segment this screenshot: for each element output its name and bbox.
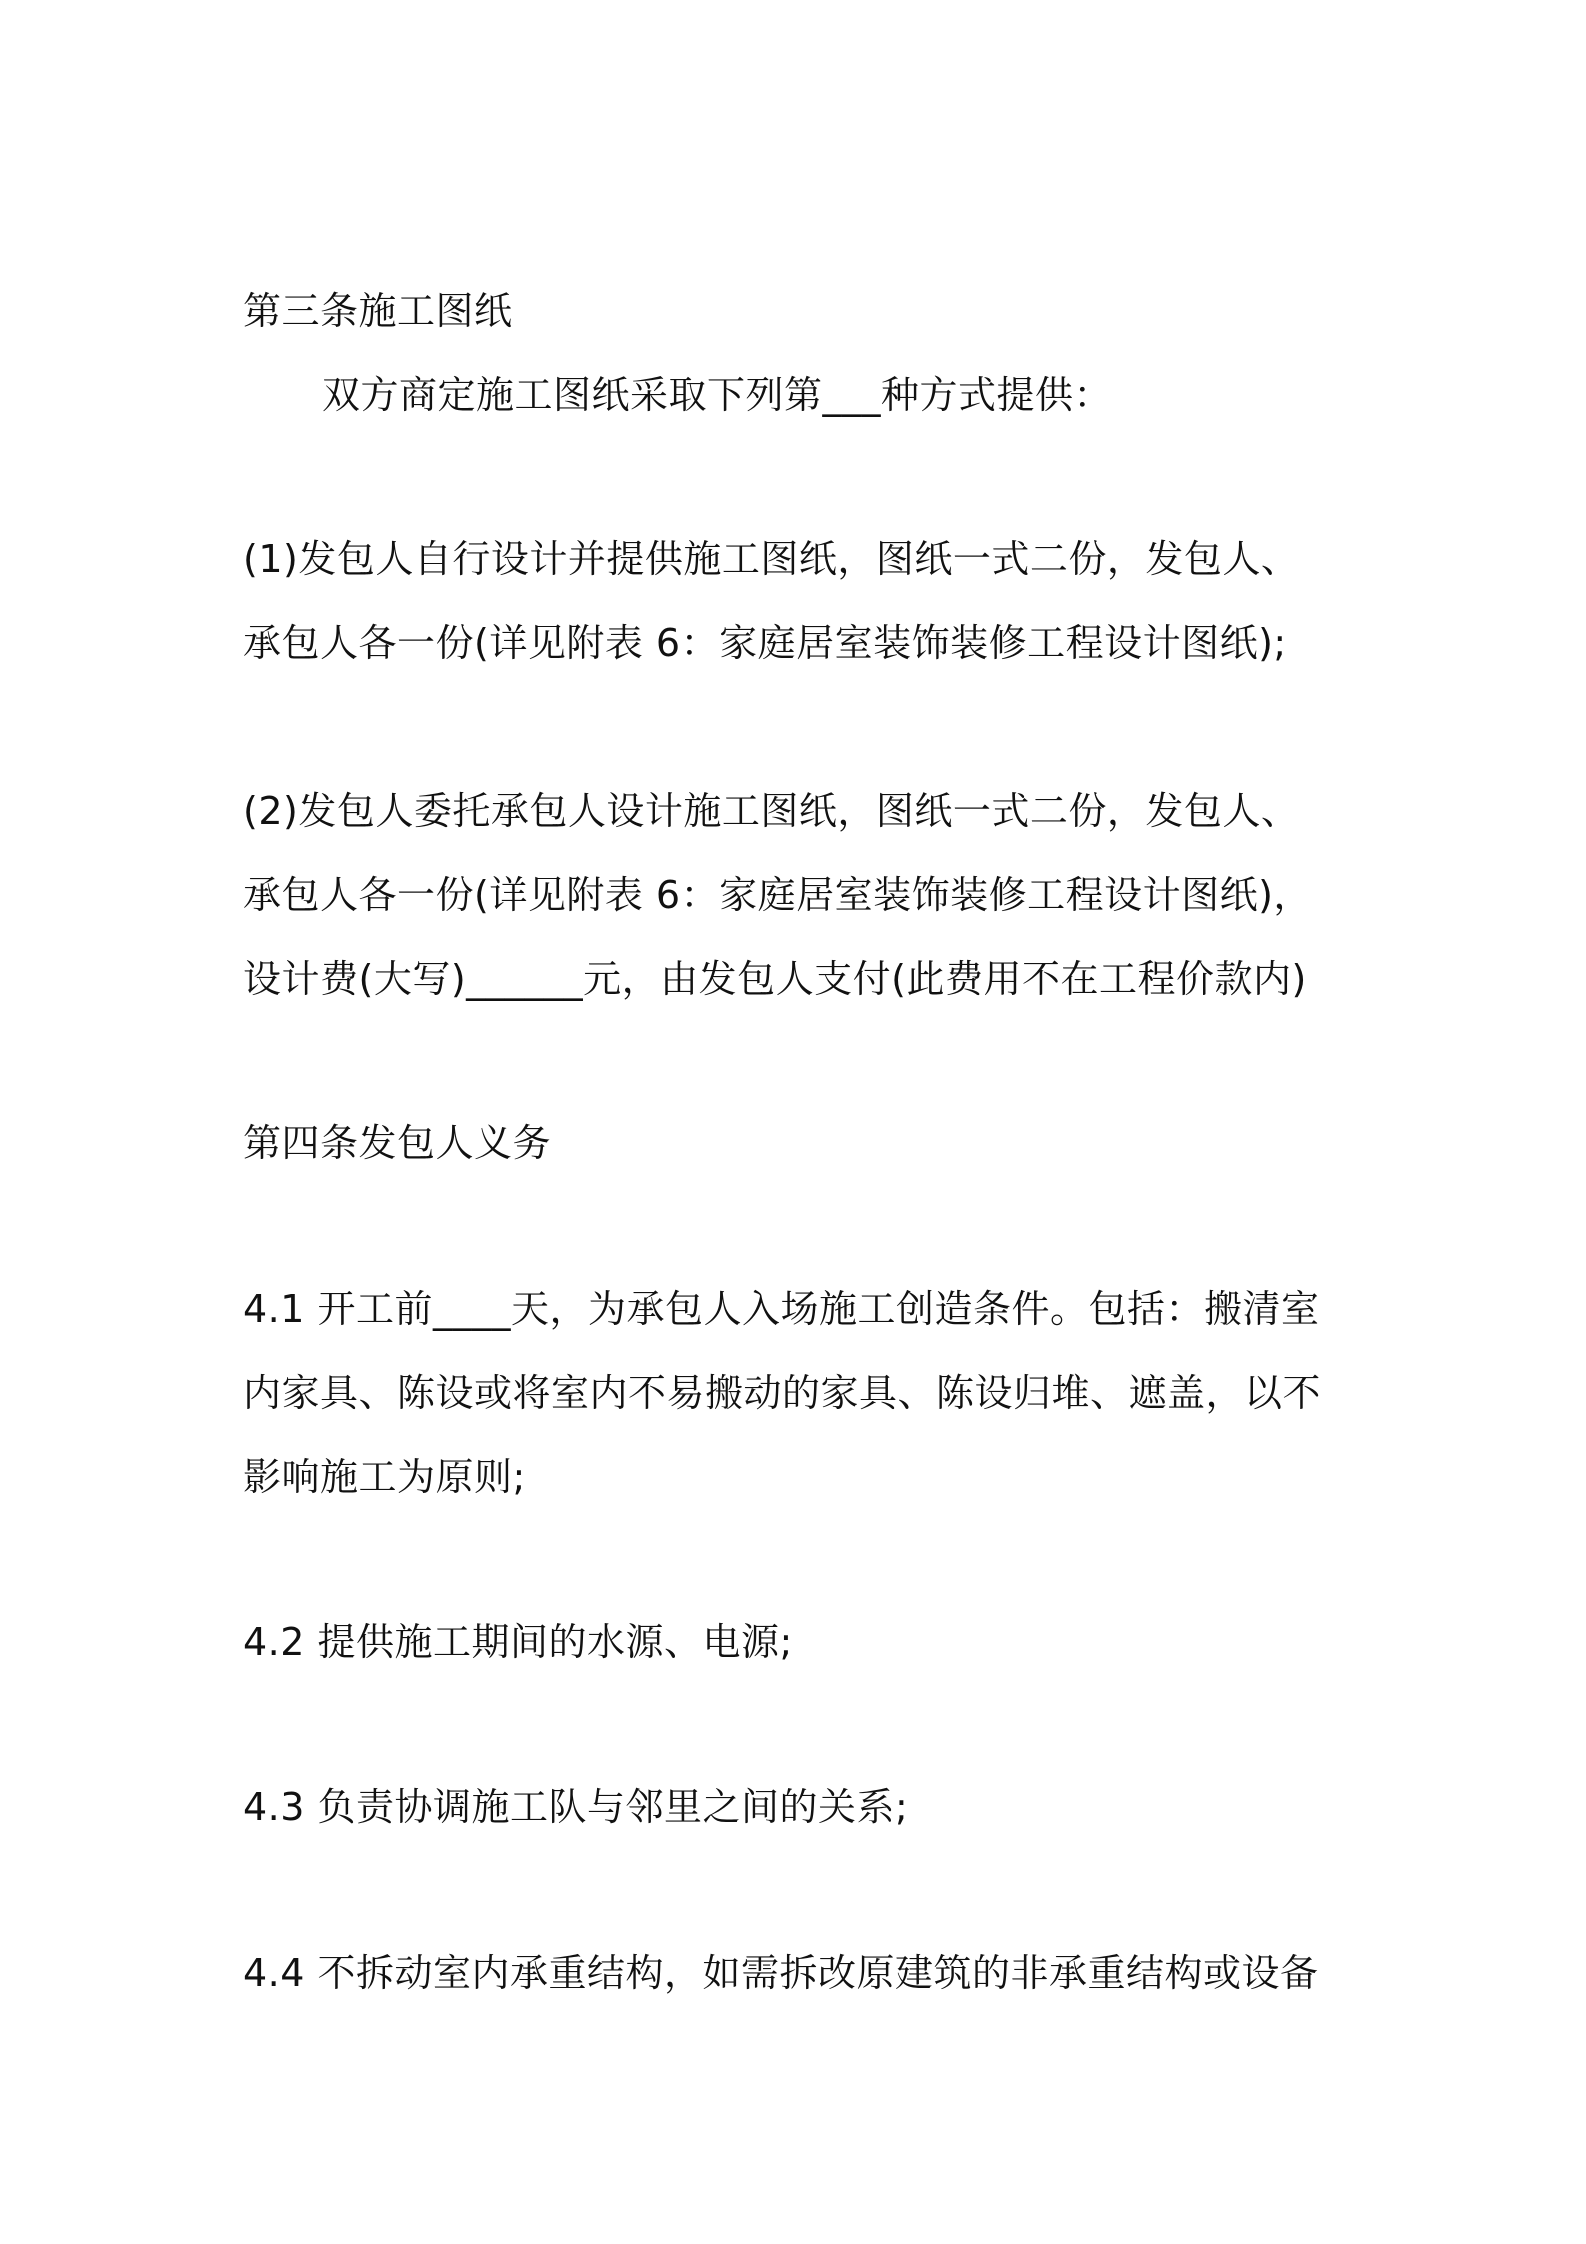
article-3-title: 第三条施工图纸: [243, 289, 513, 333]
item-4-2: 4.2 提供施工期间的水源、电源;: [243, 1620, 793, 1664]
item-4-3: 4.3 负责协调施工队与邻里之间的关系;: [243, 1785, 909, 1829]
option-2-line-1: (2)发包人委托承包人设计施工图纸，图纸一式二份，发包人、: [243, 789, 1300, 833]
article-4-title: 第四条发包人义务: [243, 1121, 552, 1165]
option-1-line-1: (1)发包人自行设计并提供施工图纸，图纸一式二份，发包人、: [243, 537, 1300, 581]
option-2-line-2: 承包人各一份(详见附表 6：家庭居室装饰装修工程设计图纸)，: [243, 873, 1312, 917]
option-1-line-2: 承包人各一份(详见附表 6：家庭居室装饰装修工程设计图纸);: [243, 621, 1287, 665]
item-4-4: 4.4 不拆动室内承重结构，如需拆改原建筑的非承重结构或设备: [243, 1951, 1319, 1995]
article-3-intro: 双方商定施工图纸采取下列第___种方式提供：: [322, 373, 1113, 417]
option-2-line-3: 设计费(大写)______元，由发包人支付(此费用不在工程价款内): [243, 957, 1307, 1001]
item-4-1-line-2: 内家具、陈设或将室内不易搬动的家具、陈设归堆、遮盖，以不: [243, 1371, 1322, 1415]
item-4-1-line-3: 影响施工为原则;: [243, 1455, 526, 1499]
item-4-1-line-1: 4.1 开工前____天，为承包人入场施工创造条件。包括：搬清室: [243, 1287, 1320, 1331]
